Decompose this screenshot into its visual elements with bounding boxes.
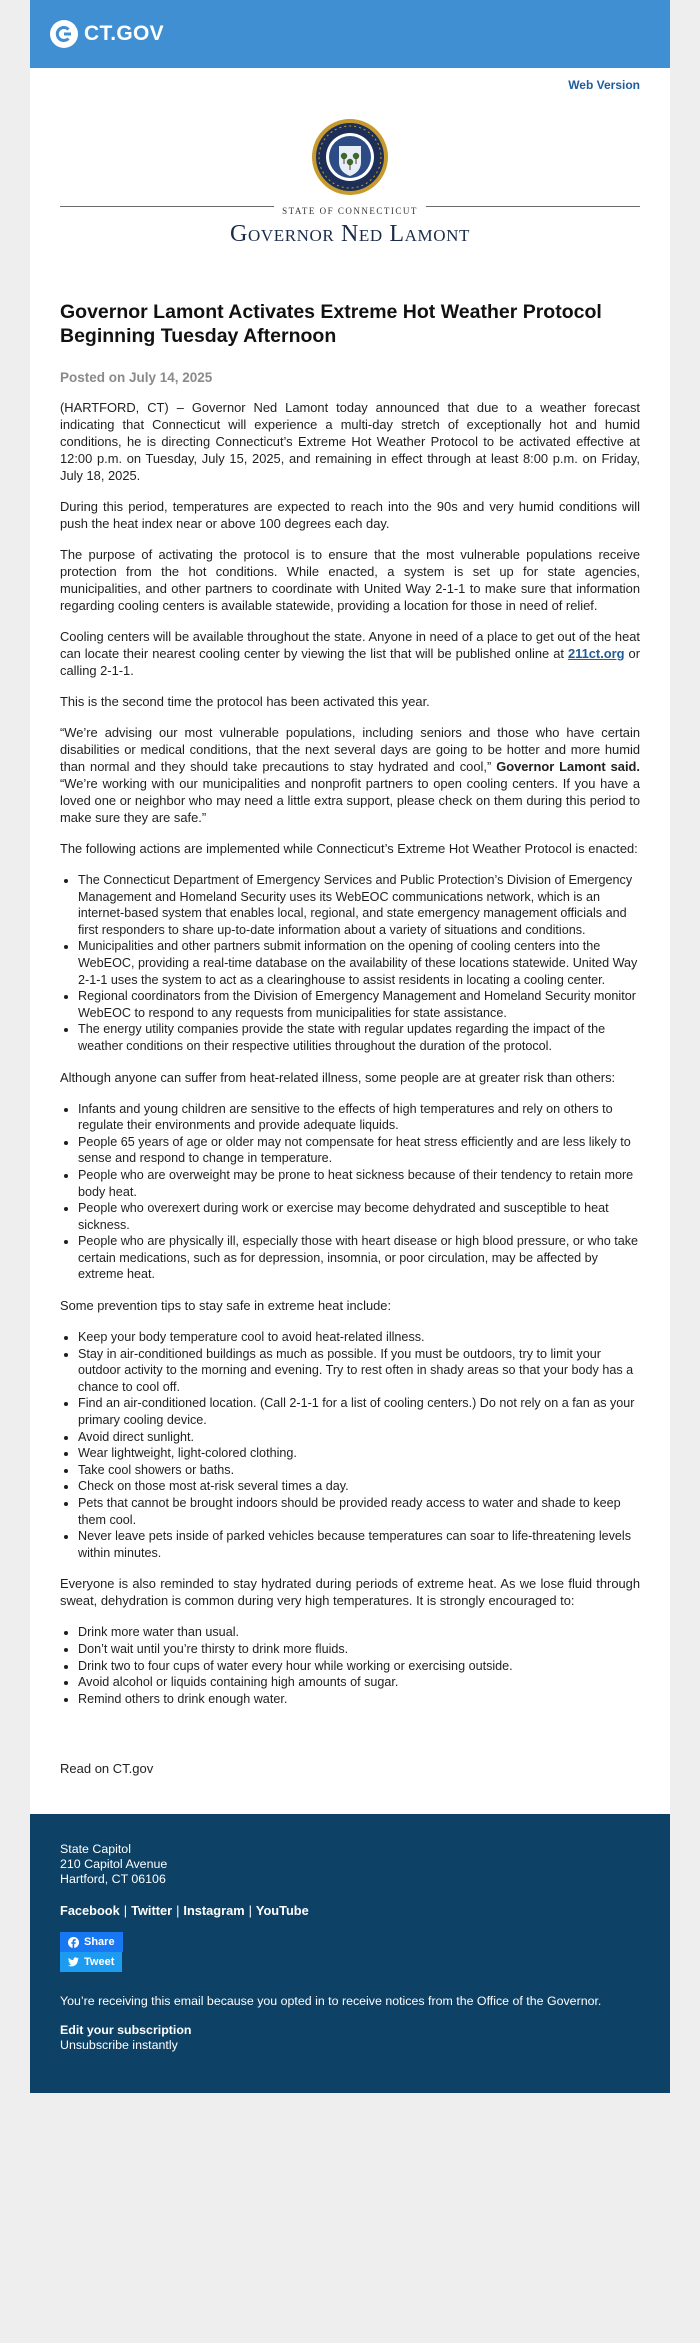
ct-logo-icon xyxy=(50,20,78,48)
paragraph-hydrate: Everyone is also reminded to stay hydrated during periods of extreme heat. As we lose fluid through sweat, dehydration is common during very high temperatures. It is strongly encouraged to: xyxy=(60,1576,640,1609)
state-label: STATE OF CONNECTICUT xyxy=(274,206,426,216)
separator: | xyxy=(248,1903,252,1919)
posted-date: Posted on July 14, 2025 xyxy=(60,370,213,385)
email-body xyxy=(30,68,670,1814)
list-item: • Wear lightweight, light-colored clothing. xyxy=(78,1445,640,1462)
facebook-link[interactable]: Facebook xyxy=(60,1903,120,1919)
paragraph-risk-intro: Although anyone can suffer from heat-related illness, some people are at greater risk than others: xyxy=(60,1069,616,1085)
list-item: • The Connecticut Department of Emergency Services and Public Protection’s Division of Emergency Management and Homeland Security uses its WebEOC communications network, which is an internet-based system that enables local, regional, and state emergency management officials and first responders to share up-to-date information about a variety of situations and conditions. xyxy=(78,872,640,938)
web-version-link[interactable]: Web Version xyxy=(568,78,640,92)
cooling-text-a: Cooling centers will be available throughout the state. Anyone in need of a place to get out of the heat can locate their nearest cooling center by viewing the list that will be published online at xyxy=(60,629,640,661)
quote-text-b: “We’re working with our municipalities and nonprofit partners to open cooling centers. If you have a loved one or neighbor who may need a little extra support, please check on them during this period to make sure they are safe.” xyxy=(60,776,640,825)
list-item: • Avoid alcohol or liquids containing high amounts of sugar. xyxy=(78,1674,640,1691)
email-container xyxy=(30,0,670,2343)
footer-address xyxy=(60,1842,640,1887)
paragraph-purpose: The purpose of activating the protocol is to ensure that the most vulnerable populations receive protection from the hot conditions. While enacted, a system is set up for state agencies, municipalities, and other partners to coordinate with United Way 2-1-1 to make sure that information regarding cooling centers is available statewide, providing a location for those in need of relief. xyxy=(60,547,640,613)
twitter-icon xyxy=(68,1957,79,1967)
list-item: • Remind others to drink enough water. xyxy=(78,1691,640,1708)
unsubscribe-link[interactable]: Unsubscribe instantly xyxy=(60,2038,178,2053)
quote-text-a: “We’re advising our most vulnerable populations, including seniors and those who have certain disabilities or medical conditions, that the next several days are going to be hotter and more humid than normal and they should take precautions to stay hydrated and cool,” xyxy=(60,725,640,774)
web-version-row xyxy=(60,68,640,100)
optin-notice: You’re receiving this email because you opted in to receive notices from the Office of the Governor. xyxy=(60,1994,602,2009)
instagram-link[interactable]: Instagram xyxy=(183,1903,245,1919)
edit-subscription-link[interactable]: Edit your subscription xyxy=(60,2023,192,2038)
separator: | xyxy=(176,1903,180,1919)
list-item: • Don’t wait until you’re thirsty to drink more fluids. xyxy=(78,1641,640,1658)
list-item: • People who are overweight may be prone to heat sickness because of their tendency to retain more body heat. xyxy=(78,1167,640,1200)
share-button[interactable] xyxy=(60,1932,123,1952)
address-line: 210 Capitol Avenue xyxy=(60,1857,168,1872)
footer xyxy=(30,1814,670,2093)
list-item: • Keep your body temperature cool to avoid heat-related illness. xyxy=(78,1329,640,1346)
list-item: • The energy utility companies provide the state with regular updates regarding the impact of the weather conditions on their respective utilities throughout the duration of the protocol. xyxy=(78,1021,640,1054)
paragraph-intro: (HARTFORD, CT) – Governor Ned Lamont today announced that due to a weather forecast indicating that Connecticut will experience a multi-day stretch of exceptionally hot and humid conditions, he is directing Connecticut’s Extreme Hot Weather Protocol to be activated effective at 12:00 p.m. on Tuesday, July 15, 2025, and remaining in effect through at least 8:00 p.m. on Friday, July 18, 2025. xyxy=(60,400,640,483)
tweet-label: Tweet xyxy=(84,1955,115,1968)
paragraph-actions-intro: The following actions are implemented while Connecticut’s Extreme Hot Weather Protocol is enacted: xyxy=(60,841,638,856)
top-banner xyxy=(30,0,670,68)
address-line: State Capitol xyxy=(60,1842,131,1857)
list-item: • Take cool showers or baths. xyxy=(78,1462,640,1479)
governor-name: Governor Ned Lamont xyxy=(230,221,470,247)
separator: | xyxy=(123,1903,128,1919)
list-item: • Stay in air-conditioned buildings as much as possible. If you must be outdoors, try to limit your outdoor activity to the morning and evening. Try to rest often in shady areas so that your body has a chance to cool off. xyxy=(78,1346,640,1396)
list-item: • People 65 years of age or older may not compensate for heat stress efficiently and are less likely to sense and respond to change in temperature. xyxy=(78,1134,640,1167)
paragraph-cooling-centers xyxy=(60,628,640,679)
list-item: • Never leave pets inside of parked vehicles because temperatures can soar to life-threatening levels within minutes. xyxy=(78,1528,640,1561)
paragraph-tips-intro: Some prevention tips to stay safe in extreme heat include: xyxy=(60,1298,392,1314)
list-item: • Municipalities and other partners submit information on the opening of cooling centers into the WebEOC, providing a real-time database on the availability of these locations statewide. United Way 2-1-1 uses the system to act as a clearinghouse to assist residents in locating a cooling center. xyxy=(78,938,640,988)
read-on-link[interactable]: Read on CT.gov xyxy=(60,1761,154,1777)
logo-text: CT.GOV xyxy=(84,22,164,45)
quote-attribution: Governor Lamont said. xyxy=(496,759,641,774)
social-links xyxy=(60,1903,640,1918)
paragraph-second-time: This is the second time the protocol has been activated this year. xyxy=(60,694,430,709)
211ct-link[interactable]: 211ct.org xyxy=(567,646,625,661)
list-item: • Avoid direct sunlight. xyxy=(78,1429,640,1446)
seal-container xyxy=(60,100,640,196)
list-item: • Drink more water than usual. xyxy=(78,1624,640,1641)
tweet-button[interactable] xyxy=(60,1952,122,1972)
article-body xyxy=(60,399,640,1814)
youtube-link[interactable]: YouTube xyxy=(255,1903,309,1919)
cooling-text-b: or calling 2-1-1. xyxy=(60,646,640,678)
list-item: • Regional coordinators from the Division of Emergency Management and Homeland Security monitor WebEOC to respond to any requests from municipalities for state assistance. xyxy=(78,988,640,1021)
list-item: • Find an air-conditioned location. (Call 2-1-1 for a list of cooling centers.) Do not rely on a fan as your primary cooling device. xyxy=(78,1395,640,1428)
paragraph-quote xyxy=(60,724,640,826)
list-item: • Drink two to four cups of water every hour while working or exercising outside. xyxy=(78,1658,640,1675)
list-item: • Check on those most at-risk several times a day. xyxy=(78,1478,640,1495)
paragraph-temperatures: During this period, temperatures are expected to reach into the 90s and very humid conditions will push the heat index near or above 100 degrees each day. xyxy=(60,499,640,531)
actions-list xyxy=(60,872,640,1055)
ct-gov-logo[interactable] xyxy=(50,20,164,48)
list-item: • People who overexert during work or exercise may become dehydrated and susceptible to heat sickness. xyxy=(78,1200,640,1233)
list-item: • People who are physically ill, especially those with heart disease or high blood pressure, or who take certain medications, such as for depression, insomnia, or poor circulation, may be affected by extreme heat. xyxy=(78,1233,640,1283)
share-label: Share xyxy=(84,1935,115,1948)
facebook-icon xyxy=(68,1937,79,1948)
address-line: Hartford, CT 06106 xyxy=(60,1872,166,1887)
risk-list xyxy=(60,1101,640,1284)
state-seal xyxy=(311,118,389,196)
governor-masthead xyxy=(60,206,640,248)
article-title: Governor Lamont Activates Extreme Hot Weather Protocol Beginning Tuesday Afternoon xyxy=(60,301,602,347)
list-item: • Pets that cannot be brought indoors should be provided ready access to water and shade to keep them cool. xyxy=(78,1495,640,1528)
list-item: • Infants and young children are sensitive to the effects of high temperatures and rely on others to regulate their environments and provide adequate liquids. xyxy=(78,1101,640,1134)
tips-list xyxy=(60,1329,640,1561)
hydrate-list xyxy=(60,1624,640,1707)
twitter-link[interactable]: Twitter xyxy=(131,1903,173,1919)
